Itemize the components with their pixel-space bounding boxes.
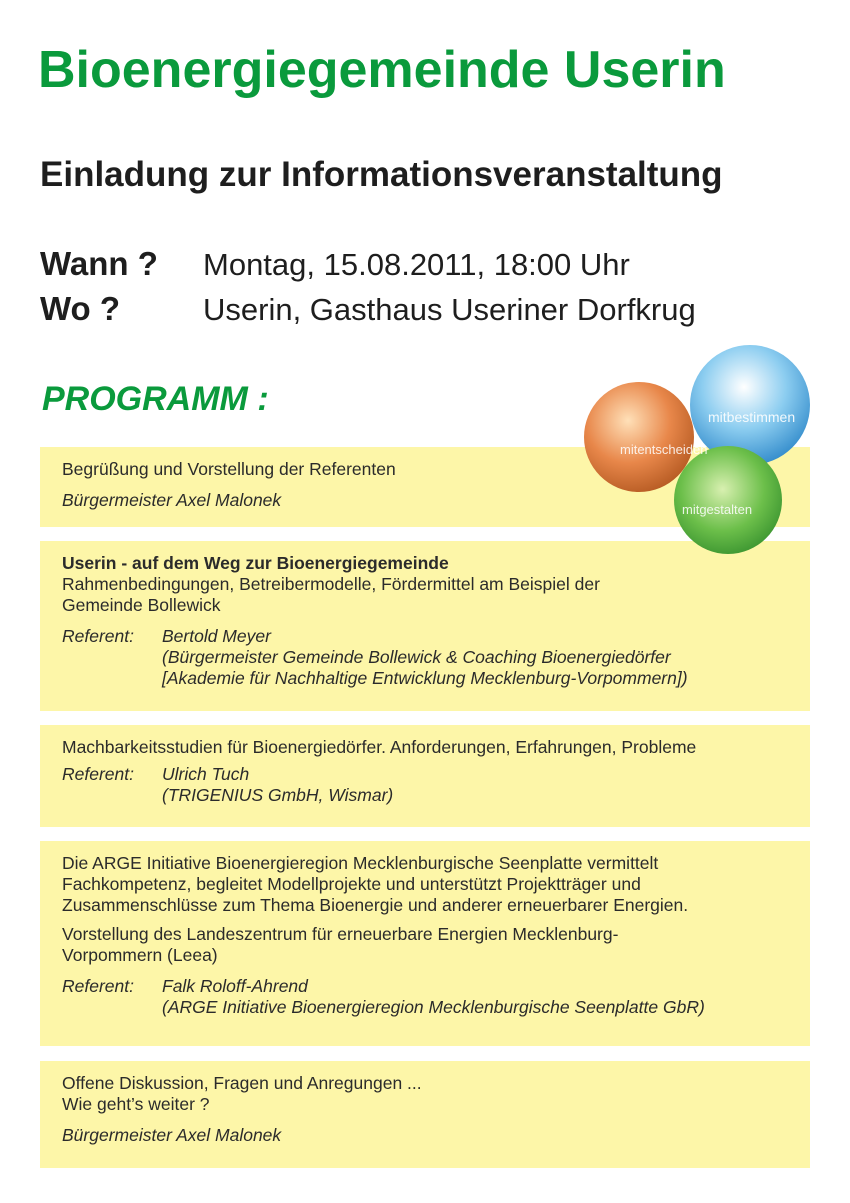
item-text-line: Vorpommern (Leea) [62, 945, 218, 965]
referent-affiliation: (TRIGENIUS GmbH, Wismar) [162, 785, 394, 805]
referent-name: Ulrich Tuch [162, 764, 250, 784]
item-speaker: Bürgermeister Axel Malonek [62, 1125, 282, 1145]
item-desc-line: Rahmenbedingungen, Betreibermodelle, Fördermittel am Beispiel der [62, 574, 600, 594]
programm-heading: PROGRAMM : [42, 380, 269, 418]
referent-affiliation: [Akademie für Nachhaltige Entwicklung Mecklenburg-Vorpommern]) [162, 668, 688, 688]
bioenergy-spheres-logo [582, 342, 822, 557]
where-label: Wo ? [40, 290, 121, 327]
item-speaker: Bürgermeister Axel Malonek [62, 490, 282, 510]
sphere-word: mitentscheiden [620, 442, 708, 457]
page-subtitle: Einladung zur Informationsveranstaltung [40, 155, 723, 194]
sphere-word: mitbestimmen [708, 409, 796, 425]
referent-affiliation: (ARGE Initiative Bioenergieregion Mecklenburgische Seenplatte GbR) [162, 997, 705, 1017]
blue-sphere [690, 345, 810, 465]
item-text-line: Wie geht’s weiter ? [62, 1094, 210, 1114]
item-text-line: Zusammenschlüsse zum Thema Bioenergie und anderer erneuerbarer Energien. [62, 895, 689, 915]
referent-row [62, 626, 788, 689]
referent-row [62, 976, 788, 1018]
referent-name: Bertold Meyer [162, 626, 271, 646]
program-item-feasibility [40, 725, 810, 827]
item-text-line: Fachkompetenz, begleitet Modellprojekte und unterstützt Projektträger und [62, 874, 641, 894]
item-desc-line: Gemeinde Bollewick [62, 595, 221, 615]
item-text-line: Die ARGE Initiative Bioenergieregion Mecklenburgische Seenplatte vermittelt [62, 853, 659, 873]
referent-details [162, 764, 393, 806]
when-row [40, 245, 630, 283]
referent-affiliation: (Bürgermeister Gemeinde Bollewick & Coaching Bioenergiedörfer [162, 647, 671, 667]
referent-label: Referent: [62, 626, 134, 646]
sphere-word: mitgestalten [682, 502, 753, 517]
when-value: Montag, 15.08.2011, 18:00 Uhr [203, 247, 630, 282]
program-item-arge [40, 841, 810, 1046]
item-title: Machbarkeitsstudien für Bioenergiedörfer. Anforderungen, Erfahrungen, Probleme [62, 737, 697, 757]
program-item-bioenergy-village [40, 541, 810, 711]
referent-row [62, 764, 788, 806]
referent-label: Referent: [62, 764, 134, 784]
item-title: Userin - auf dem Weg zur Bioenergiegemeinde [62, 553, 449, 573]
referent-label: Referent: [62, 976, 134, 996]
item-text-line: Offene Diskussion, Fragen und Anregungen ... [62, 1073, 422, 1093]
referent-name: Falk Roloff-Ahrend [162, 976, 308, 996]
item-title: Begrüßung und Vorstellung der Referenten [62, 459, 396, 479]
where-row [40, 290, 696, 328]
where-value: Userin, Gasthaus Useriner Dorfkrug [203, 292, 696, 327]
page-title: Bioenergiegemeinde Userin [38, 41, 726, 99]
program-item-discussion [40, 1061, 810, 1168]
orange-sphere [584, 382, 694, 492]
referent-details [162, 626, 688, 689]
green-sphere [674, 446, 782, 554]
when-label: Wann ? [40, 245, 158, 282]
referent-details [162, 976, 705, 1018]
item-text-line: Vorstellung des Landeszentrum für erneuerbare Energien Mecklenburg- [62, 924, 619, 944]
